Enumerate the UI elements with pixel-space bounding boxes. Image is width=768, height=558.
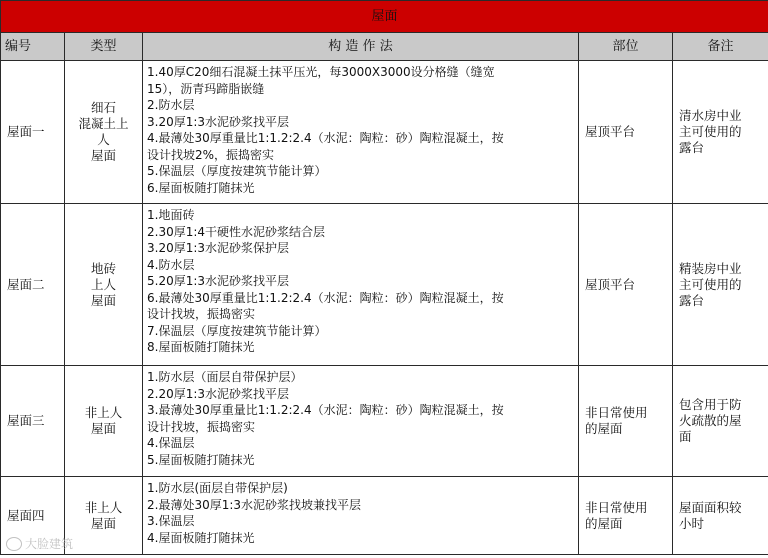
header-row (1, 33, 768, 61)
watermark (6, 535, 73, 552)
row-type: 非上人 屋面 (65, 366, 143, 477)
table-row (1, 477, 768, 555)
row-code: 屋面一 (1, 61, 65, 204)
table-row (1, 61, 768, 204)
row-construction: 1.40厚C20细石混凝土抹平压光，每3000X3000设分格缝（缝宽 15），沥青玛蹄脂嵌缝 2.防水层 3.20厚1:3水泥砂浆找平层 4.最薄处30厚重量比1:1.2:2.4（水泥：陶粒：砂）陶粒混凝土，按 设计找坡2%，振捣密实 5.保温层（厚度按建筑节能计算） 6.屋面板随打随抹光 (143, 61, 579, 204)
title-row (1, 1, 768, 33)
row-construction: 1.地面砖 2.30厚1:4干硬性水泥砂浆结合层 3.20厚1:3水泥砂浆保护层 4.防水层 5.20厚1:3水泥砂浆找平层 6.最薄处30厚重量比1:1.2:2.4（水泥：陶粒：砂）陶粒混凝土，按 设计找坡，振捣密实 7.保温层（厚度按建筑节能计算） 8.屋面板随打随抹光 (143, 204, 579, 366)
row-note: 包含用于防 火疏散的屋 面 (673, 366, 768, 477)
table-row (1, 204, 768, 366)
row-location: 屋顶平台 (579, 204, 673, 366)
row-code: 屋面二 (1, 204, 65, 366)
row-code: 屋面四 (1, 477, 65, 555)
row-note: 屋面面积较 小时 (673, 477, 768, 555)
header-code: 编号 (1, 33, 65, 61)
row-construction: 1.防水层(面层自带保护层) 2.最薄处30厚1:3水泥砂浆找坡兼找平层 3.保温层 4.屋面板随打随抹光 (143, 477, 579, 555)
header-location: 部位 (579, 33, 673, 61)
header-type: 类型 (65, 33, 143, 61)
header-note: 备注 (673, 33, 768, 61)
table-title: 屋面 (1, 1, 768, 33)
watermark-logo-icon (6, 537, 22, 551)
row-type: 地砖 上人 屋面 (65, 204, 143, 366)
row-construction: 1.防水层（面层自带保护层） 2.20厚1:3水泥砂浆找平层 3.最薄处30厚重量比1:1.2:2.4（水泥：陶粒：砂）陶粒混凝土，按 设计找坡，振捣密实 4.保温层 5.屋面板随打随抹光 (143, 366, 579, 477)
watermark-text: 大脸建筑 (25, 537, 74, 551)
row-location: 非日常使用 的屋面 (579, 477, 673, 555)
row-code: 屋面三 (1, 366, 65, 477)
row-location: 非日常使用 的屋面 (579, 366, 673, 477)
table-row (1, 366, 768, 477)
row-type: 非上人 屋面 (65, 477, 143, 555)
row-note: 精装房中业 主可使用的 露台 (673, 204, 768, 366)
row-location: 屋顶平台 (579, 61, 673, 204)
row-note: 清水房中业 主可使用的 露台 (673, 61, 768, 204)
row-type: 细石 混凝土上 人 屋面 (65, 61, 143, 204)
header-construction: 构 造 作 法 (143, 33, 579, 61)
